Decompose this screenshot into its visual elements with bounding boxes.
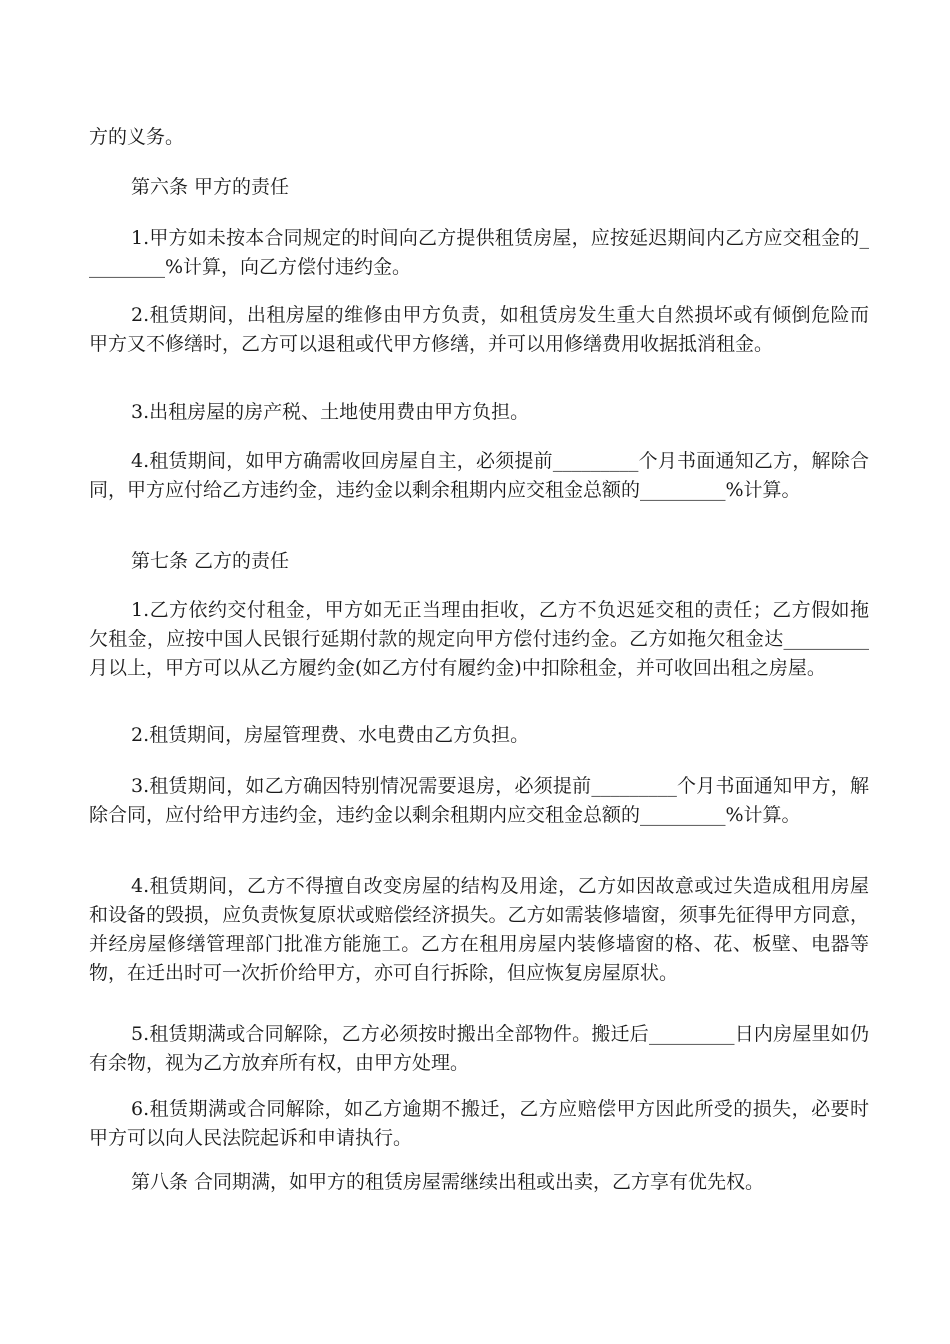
- article-6-clause-4: 4.租赁期间，如甲方确需收回房屋自主，必须提前_________个月书面通知乙方，解除合同，甲方应付给乙方违约金，违约金以剩余租期内应交租金总额的_________%计算。: [89, 450, 869, 501]
- article-7-heading: 第七条 乙方的责任: [131, 550, 290, 572]
- article-7-clause-2: 2.租赁期间，房屋管理费、水电费由乙方负担。: [131, 724, 530, 746]
- article-7-clause-4: 4.租赁期间，乙方不得擅自改变房屋的结构及用途，乙方如因故意或过失造成租用房屋和设备的毁损，应负责恢复原状或赔偿经济损失。乙方如需装修墙窗，须事先征得甲方同意，并经房屋修缮管理部门批准方能施工。乙方在租用房屋内装修墙窗的格、花、板壁、电器等物，在迁出时可一次折价给甲方，亦可自行拆除，但应恢复房屋原状。: [89, 875, 869, 984]
- article-8: 第八条 合同期满，如甲方的租赁房屋需继续出租或出卖，乙方享有优先权。: [131, 1171, 765, 1193]
- article-6-clause-3: 3.出租房屋的房产税、土地使用费由甲方负担。: [131, 401, 530, 423]
- article-7-clause-1: 1.乙方依约交付租金，甲方如无正当理由拒收，乙方不负迟延交租的责任；乙方假如拖欠租金，应按中国人民银行延期付款的规定向甲方偿付违约金。乙方如拖欠租金达_________月以上，甲方可以从乙方履约金(如乙方付有履约金)中扣除租金，并可收回出租之房屋。: [89, 599, 869, 679]
- article-6-clause-2: 2.租赁期间，出租房屋的维修由甲方负责，如租赁房发生重大自然损坏或有倾倒危险而甲方又不修缮时，乙方可以退租或代甲方修缮，并可以用修缮费用收据抵消租金。: [89, 304, 869, 355]
- article-7-clause-5: 5.租赁期满或合同解除，乙方必须按时搬出全部物件。搬迁后_________日内房屋里如仍有余物，视为乙方放弃所有权，由甲方处理。: [89, 1023, 869, 1074]
- article-7-clause-6: 6.租赁期满或合同解除，如乙方逾期不搬迁，乙方应赔偿甲方因此所受的损失，必要时甲方可以向人民法院起诉和申请执行。: [89, 1098, 869, 1149]
- article-6-clause-1: 1.甲方如未按本合同规定的时间向乙方提供租赁房屋，应按延迟期间内乙方应交租金的_________%计算，向乙方偿付违约金。: [89, 227, 869, 278]
- paragraph-continuation: 方的义务。: [89, 126, 185, 148]
- article-7-clause-3: 3.租赁期间，如乙方确因特别情况需要退房，必须提前_________个月书面通知甲方，解除合同，应付给甲方违约金，违约金以剩余租期内应交租金总额的_________%计算。: [89, 775, 869, 826]
- article-6-heading: 第六条 甲方的责任: [131, 176, 290, 198]
